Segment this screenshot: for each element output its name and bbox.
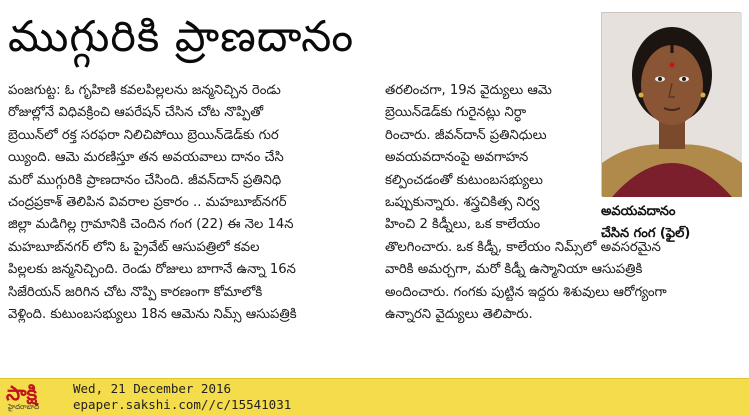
- article-line: రించారు. జీవన్‌దాన్ ప్రతినిధులు: [385, 127, 547, 143]
- portrait-illustration: [602, 13, 742, 197]
- logo-subtext: హైదరాబాద్: [8, 403, 40, 411]
- article-column-1: [8, 80, 368, 378]
- article-line: బ్రెయిన్‌లో రక్త సరఫరా నిలిచిపోయి బ్రెయిన్‌డెడ్‌కు గుర: [8, 127, 279, 143]
- footer-bar: [0, 378, 749, 415]
- article-line: బ్రెయిన్‌డెడ్‌కు గురైనట్లు నిర్ధా: [385, 105, 527, 121]
- article-line: కల్పించడంతో కుటుంబసభ్యులు: [385, 172, 543, 188]
- article-line: ఉన్నారని వైద్యులు తెలిపారు.: [385, 307, 533, 323]
- article-line: ఒప్పుకున్నారు. శస్త్రచికిత్స నిర్వ: [385, 195, 540, 211]
- edition-date: Wed, 21 December 2016: [73, 381, 232, 396]
- article-line: అందించారు. గంగకు పుట్టిన ఇద్దరు శిశువులు ఆరోగ్యంగా: [385, 284, 667, 300]
- logo-text: సాక్షి: [6, 381, 38, 405]
- headline: ముగ్గురికి ప్రాణదానం: [8, 12, 355, 62]
- article-line: పంజగుట్ట: ఓ గృహిణి కవలపిల్లలను జన్మనిచ్చిన రెండు: [8, 83, 281, 98]
- article-line: హించి 2 కిడ్నీలు, ఒక కాలేయం: [385, 217, 541, 233]
- photo-caption: [601, 201, 746, 245]
- article-line: వెళ్లింది. కుటుంబసభ్యులు 18న ఆమెను నిమ్స్ ఆసుపత్రికి: [8, 307, 297, 323]
- article-line: మహబూబ్‌నగర్ లోని ఓ ప్రైవేట్ ఆసుపత్రిలో కవల: [8, 239, 260, 255]
- article-line: మరో ముగ్గురికి ప్రాణదానం చేసింది. జీవన్‌దాన్ ప్రతినిధి: [8, 172, 282, 188]
- article-line: తరలించగా, 19న వైద్యులు ఆమె: [385, 83, 552, 98]
- article-line: అవయవదానంపై అవగాహన: [385, 150, 529, 166]
- article-line: తొలగించారు. ఒక కిడ్నీ, కాలేయం నిమ్స్‌లో అవసరమైన: [385, 239, 661, 255]
- article-line: పిల్లలకు జన్మనిచ్చింది. రెండు రోజులు బాగానే ఉన్నా 16న: [8, 262, 296, 278]
- epaper-url[interactable]: epaper.sakshi.com//c/15541031: [73, 397, 292, 412]
- portrait-photo: [601, 12, 741, 196]
- article-line: రోజుల్లోనే విధివక్రించి ఆపరేషన్ చేసిన చోట నొప్పితో: [8, 105, 264, 121]
- caption-line: చేసిన గంగ (ఫైల్): [601, 226, 691, 241]
- article-line: వారికి అమర్చగా, మరో కిడ్నీ ఉస్మానియా ఆసుపత్రికి: [385, 262, 643, 278]
- caption-line: అవయవదానం: [601, 204, 676, 219]
- article-line: సిజేరియన్ జరిగిన చోట నొప్పి కారణంగా కోమాలోకి: [8, 284, 263, 300]
- article-line: జిల్లా మడిగిల్ల గ్రామానికి చెందిన గంగ (22) ఈ నెల 14న: [8, 217, 294, 233]
- article-line: చంద్రప్రకాశ్ తెలిపిన వివరాల ప్రకారం .. మహబూబ్‌నగర్: [8, 195, 287, 211]
- article-line: య్యింది. ఆమె మరణిస్తూ తన అవయవాలు దానం చేసి: [8, 150, 284, 166]
- sakshi-logo: [6, 381, 66, 414]
